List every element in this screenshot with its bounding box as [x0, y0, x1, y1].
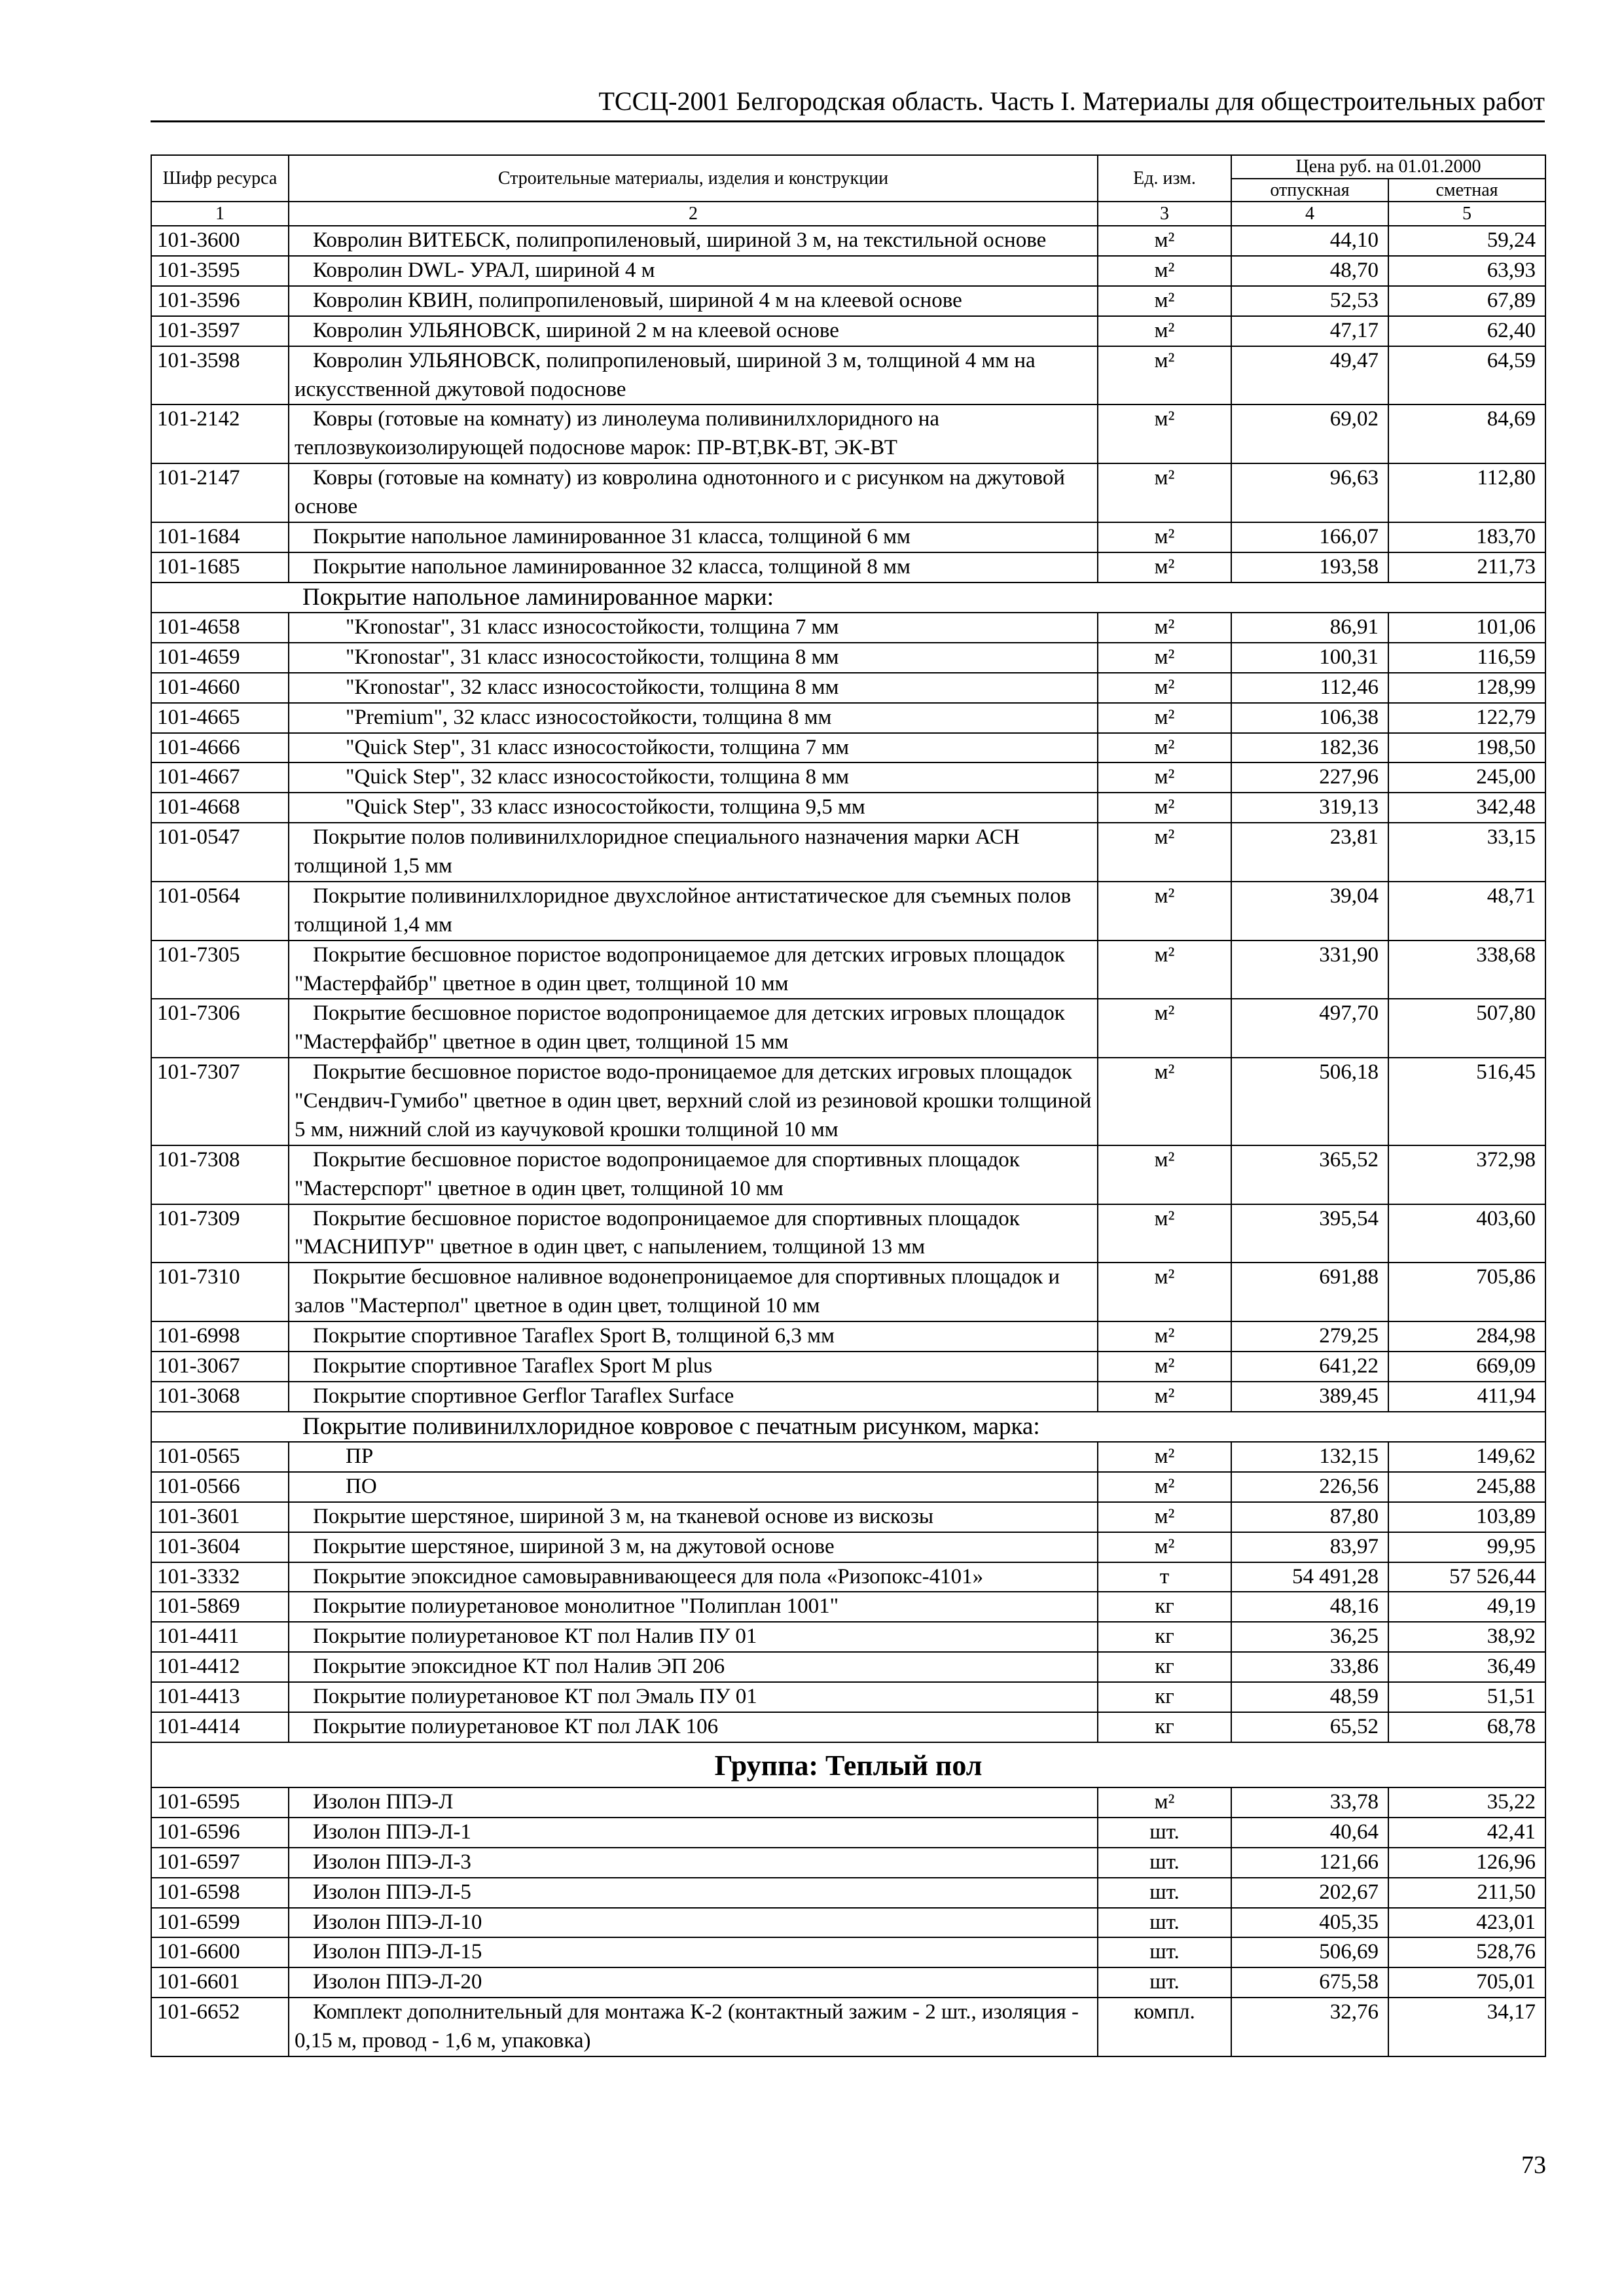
table-row: [151, 286, 1545, 316]
resource-code: 101-6597: [151, 1848, 289, 1878]
section-heading: Покрытие напольное ламинированное марки:: [151, 583, 1545, 613]
material-name: Комплект дополнительный для монтажа К-2 (контактный зажим - 2 шт., изоляция - 0,15 м, провод - 1,6 м, упаковка): [289, 1998, 1098, 2056]
resource-code: 101-4413: [151, 1682, 289, 1712]
release-price: 96,63: [1231, 463, 1388, 522]
estimate-price: 669,09: [1388, 1352, 1545, 1382]
table-row: [151, 1848, 1545, 1878]
estimate-price: 35,22: [1388, 1787, 1545, 1818]
resource-code: 101-3596: [151, 286, 289, 316]
unit-of-measure: м²: [1098, 882, 1231, 941]
release-price: 87,80: [1231, 1502, 1388, 1532]
release-price: 54 491,28: [1231, 1562, 1388, 1592]
release-price: 48,16: [1231, 1592, 1388, 1622]
estimate-price: 198,50: [1388, 733, 1545, 763]
unit-of-measure: м²: [1098, 463, 1231, 522]
material-name: Ковролин DWL- УРАЛ, шириной 4 м: [289, 256, 1098, 286]
table-row: [151, 941, 1545, 999]
col-header-release: отпускная: [1231, 179, 1388, 202]
table-row: [151, 882, 1545, 941]
material-name: Ковролин КВИН, полипропиленовый, шириной 4 м на клеевой основе: [289, 286, 1098, 316]
resource-code: 101-6596: [151, 1818, 289, 1848]
unit-of-measure: м²: [1098, 941, 1231, 999]
material-name: Покрытие спортивное Taraflex Sport B, толщиной 6,3 мм: [289, 1321, 1098, 1352]
resource-code: 101-3604: [151, 1532, 289, 1562]
table-row: [151, 463, 1545, 522]
release-price: 497,70: [1231, 999, 1388, 1058]
table-header-row: [151, 155, 1545, 179]
estimate-price: 34,17: [1388, 1998, 1545, 2056]
table-row: [151, 226, 1545, 256]
release-price: 121,66: [1231, 1848, 1388, 1878]
material-name: Покрытие полов поливинилхлоридное специального назначения марки АСН толщиной 1,5 мм: [289, 823, 1098, 882]
material-name: "Quick Step", 33 класс износостойкости, толщина 9,5 мм: [289, 793, 1098, 823]
col-number: 4: [1231, 202, 1388, 226]
release-price: 405,35: [1231, 1908, 1388, 1938]
page-number: 73: [1521, 2151, 1546, 2179]
unit-of-measure: м²: [1098, 823, 1231, 882]
release-price: 182,36: [1231, 733, 1388, 763]
resource-code: 101-6601: [151, 1967, 289, 1998]
release-price: 40,64: [1231, 1818, 1388, 1848]
resource-code: 101-3600: [151, 226, 289, 256]
unit-of-measure: кг: [1098, 1682, 1231, 1712]
running-header-title: ТССЦ-2001 Белгородская область. Часть I. Материалы для общестроительных работ: [598, 86, 1545, 116]
unit-of-measure: т: [1098, 1562, 1231, 1592]
table-row: [151, 316, 1545, 346]
col-header-code: Шифр ресурса: [151, 155, 289, 202]
material-name: Изолон ППЭ-Л: [289, 1787, 1098, 1818]
estimate-price: 183,70: [1388, 522, 1545, 552]
table-row: [151, 823, 1545, 882]
resource-code: 101-0564: [151, 882, 289, 941]
release-price: 52,53: [1231, 286, 1388, 316]
release-price: 395,54: [1231, 1204, 1388, 1263]
table-row: [151, 1352, 1545, 1382]
material-name: Покрытие шерстяное, шириной 3 м, на тканевой основе из вискозы: [289, 1502, 1098, 1532]
material-name: Покрытие бесшовное пористое водопроницаемое для спортивных площадок "Мастерспорт" цветное в один цвет, толщиной 10 мм: [289, 1145, 1098, 1204]
table-row: [151, 522, 1545, 552]
release-price: 49,47: [1231, 346, 1388, 405]
material-name: Покрытие бесшовное пористое водопроницаемое для спортивных площадок "МАСНИПУР" цветное в один цвет, с напылением, толщиной 13 мм: [289, 1204, 1098, 1263]
release-price: 279,25: [1231, 1321, 1388, 1352]
estimate-price: 211,73: [1388, 552, 1545, 583]
material-name: Ковролин УЛЬЯНОВСК, полипропиленовый, шириной 3 м, толщиной 4 мм на искусственной джутовой подоснове: [289, 346, 1098, 405]
unit-of-measure: компл.: [1098, 1998, 1231, 2056]
col-number: 2: [289, 202, 1098, 226]
table-row: [151, 1058, 1545, 1145]
table-row: [151, 703, 1545, 733]
material-name: Покрытие бесшовное пористое водопроницаемое для детских игровых площадок "Мастерфайбр" цветное в один цвет, толщиной 10 мм: [289, 941, 1098, 999]
table-row: [151, 1382, 1545, 1412]
table-row: [151, 1682, 1545, 1712]
estimate-price: 284,98: [1388, 1321, 1545, 1352]
estimate-price: 245,88: [1388, 1472, 1545, 1502]
estimate-price: 59,24: [1388, 226, 1545, 256]
estimate-price: 372,98: [1388, 1145, 1545, 1204]
unit-of-measure: м²: [1098, 404, 1231, 463]
estimate-price: 67,89: [1388, 286, 1545, 316]
unit-of-measure: м²: [1098, 613, 1231, 643]
material-name: ПР: [289, 1442, 1098, 1472]
estimate-price: 36,49: [1388, 1652, 1545, 1682]
material-name: Изолон ППЭ-Л-10: [289, 1908, 1098, 1938]
resource-code: 101-3332: [151, 1562, 289, 1592]
table-row: [151, 1204, 1545, 1263]
resource-code: 101-6598: [151, 1878, 289, 1908]
section-heading-row: [151, 1412, 1545, 1442]
estimate-price: 126,96: [1388, 1848, 1545, 1878]
unit-of-measure: м²: [1098, 286, 1231, 316]
estimate-price: 403,60: [1388, 1204, 1545, 1263]
unit-of-measure: шт.: [1098, 1848, 1231, 1878]
estimate-price: 516,45: [1388, 1058, 1545, 1145]
resource-code: 101-7305: [151, 941, 289, 999]
material-name: "Kronostar", 31 класс износостойкости, толщина 8 мм: [289, 643, 1098, 673]
estimate-price: 342,48: [1388, 793, 1545, 823]
material-name: "Quick Step", 31 класс износостойкости, толщина 7 мм: [289, 733, 1098, 763]
unit-of-measure: м²: [1098, 1321, 1231, 1352]
resource-code: 101-1684: [151, 522, 289, 552]
table-row: [151, 1908, 1545, 1938]
estimate-price: 528,76: [1388, 1937, 1545, 1967]
release-price: 23,81: [1231, 823, 1388, 882]
estimate-price: 101,06: [1388, 613, 1545, 643]
resource-code: 101-4659: [151, 643, 289, 673]
release-price: 675,58: [1231, 1967, 1388, 1998]
section-heading: Покрытие поливинилхлоридное ковровое с печатным рисунком, марка:: [151, 1412, 1545, 1442]
release-price: 48,70: [1231, 256, 1388, 286]
estimate-price: 705,86: [1388, 1263, 1545, 1321]
resource-code: 101-0565: [151, 1442, 289, 1472]
resource-code: 101-6600: [151, 1937, 289, 1967]
resource-code: 101-4411: [151, 1622, 289, 1652]
unit-of-measure: шт.: [1098, 1937, 1231, 1967]
resource-code: 101-4667: [151, 762, 289, 793]
table-row: [151, 1622, 1545, 1652]
estimate-price: 33,15: [1388, 823, 1545, 882]
material-name: Покрытие напольное ламинированное 31 класса, толщиной 6 мм: [289, 522, 1098, 552]
material-name: Ковры (готовые на комнату) из линолеума поливинилхлоридного на теплозвукоизолирующей подоснове марок: ПР-ВТ,ВК-ВТ, ЭК-ВТ: [289, 404, 1098, 463]
price-table: [151, 154, 1546, 2057]
release-price: 33,78: [1231, 1787, 1388, 1818]
material-name: ПО: [289, 1472, 1098, 1502]
unit-of-measure: кг: [1098, 1592, 1231, 1622]
estimate-price: 423,01: [1388, 1908, 1545, 1938]
estimate-price: 42,41: [1388, 1818, 1545, 1848]
unit-of-measure: м²: [1098, 733, 1231, 763]
release-price: 48,59: [1231, 1682, 1388, 1712]
table-row: [151, 1878, 1545, 1908]
unit-of-measure: м²: [1098, 999, 1231, 1058]
estimate-price: 84,69: [1388, 404, 1545, 463]
resource-code: 101-3068: [151, 1382, 289, 1412]
release-price: 69,02: [1231, 404, 1388, 463]
unit-of-measure: м²: [1098, 1442, 1231, 1472]
group-heading-row: [151, 1742, 1545, 1787]
estimate-price: 103,89: [1388, 1502, 1545, 1532]
estimate-price: 49,19: [1388, 1592, 1545, 1622]
table-row: [151, 762, 1545, 793]
material-name: Покрытие поливинилхлоридное двухслойное антистатическое для съемных полов толщиной 1,4 мм: [289, 882, 1098, 941]
estimate-price: 99,95: [1388, 1532, 1545, 1562]
running-header: [151, 84, 1545, 122]
table-row: [151, 1998, 1545, 2056]
resource-code: 101-7306: [151, 999, 289, 1058]
material-name: Покрытие шерстяное, шириной 3 м, на джутовой основе: [289, 1532, 1098, 1562]
table-row: [151, 1472, 1545, 1502]
unit-of-measure: м²: [1098, 673, 1231, 703]
table-row: [151, 1502, 1545, 1532]
unit-of-measure: м²: [1098, 1532, 1231, 1562]
release-price: 83,97: [1231, 1532, 1388, 1562]
release-price: 641,22: [1231, 1352, 1388, 1382]
estimate-price: 149,62: [1388, 1442, 1545, 1472]
col-header-price-group: Цена руб. на 01.01.2000: [1231, 155, 1545, 179]
material-name: Ковры (готовые на комнату) из ковролина однотонного и с рисунком на джутовой основе: [289, 463, 1098, 522]
release-price: 691,88: [1231, 1263, 1388, 1321]
material-name: Ковролин УЛЬЯНОВСК, шириной 2 м на клеевой основе: [289, 316, 1098, 346]
resource-code: 101-7307: [151, 1058, 289, 1145]
resource-code: 101-5869: [151, 1592, 289, 1622]
table-row: [151, 1562, 1545, 1592]
estimate-price: 705,01: [1388, 1967, 1545, 1998]
table-row: [151, 1263, 1545, 1321]
estimate-price: 112,80: [1388, 463, 1545, 522]
unit-of-measure: м²: [1098, 522, 1231, 552]
release-price: 319,13: [1231, 793, 1388, 823]
release-price: 193,58: [1231, 552, 1388, 583]
material-name: Покрытие бесшовное пористое водопроницаемое для детских игровых площадок "Мастерфайбр" цветное в один цвет, толщиной 15 мм: [289, 999, 1098, 1058]
release-price: 47,17: [1231, 316, 1388, 346]
table-row: [151, 1967, 1545, 1998]
table-row: [151, 1321, 1545, 1352]
unit-of-measure: шт.: [1098, 1908, 1231, 1938]
release-price: 44,10: [1231, 226, 1388, 256]
group-heading: Группа: Теплый пол: [151, 1742, 1545, 1787]
table-row: [151, 1442, 1545, 1472]
resource-code: 101-6599: [151, 1908, 289, 1938]
release-price: 132,15: [1231, 1442, 1388, 1472]
release-price: 100,31: [1231, 643, 1388, 673]
table-row: [151, 1532, 1545, 1562]
material-name: Покрытие спортивное Gerflor Taraflex Surface: [289, 1382, 1098, 1412]
unit-of-measure: кг: [1098, 1652, 1231, 1682]
table-row: [151, 673, 1545, 703]
resource-code: 101-7308: [151, 1145, 289, 1204]
unit-of-measure: м²: [1098, 793, 1231, 823]
material-name: Изолон ППЭ-Л-1: [289, 1818, 1098, 1848]
resource-code: 101-7309: [151, 1204, 289, 1263]
estimate-price: 68,78: [1388, 1712, 1545, 1742]
release-price: 65,52: [1231, 1712, 1388, 1742]
estimate-price: 411,94: [1388, 1382, 1545, 1412]
col-number: 5: [1388, 202, 1545, 226]
material-name: Покрытие эпоксидное КТ пол Налив ЭП 206: [289, 1652, 1098, 1682]
unit-of-measure: кг: [1098, 1622, 1231, 1652]
release-price: 166,07: [1231, 522, 1388, 552]
resource-code: 101-1685: [151, 552, 289, 583]
unit-of-measure: м²: [1098, 643, 1231, 673]
column-number-row: [151, 202, 1545, 226]
table-row: [151, 793, 1545, 823]
estimate-price: 38,92: [1388, 1622, 1545, 1652]
unit-of-measure: м²: [1098, 1204, 1231, 1263]
estimate-price: 507,80: [1388, 999, 1545, 1058]
estimate-price: 64,59: [1388, 346, 1545, 405]
material-name: Покрытие полиуретановое КТ пол Налив ПУ 01: [289, 1622, 1098, 1652]
resource-code: 101-0566: [151, 1472, 289, 1502]
resource-code: 101-3595: [151, 256, 289, 286]
resource-code: 101-4668: [151, 793, 289, 823]
estimate-price: 57 526,44: [1388, 1562, 1545, 1592]
unit-of-measure: м²: [1098, 226, 1231, 256]
table-row: [151, 999, 1545, 1058]
release-price: 32,76: [1231, 1998, 1388, 2056]
unit-of-measure: м²: [1098, 256, 1231, 286]
material-name: Покрытие эпоксидное самовыравнивающееся для пола «Ризопокс-4101»: [289, 1562, 1098, 1592]
release-price: 365,52: [1231, 1145, 1388, 1204]
material-name: Покрытие полиуретановое КТ пол Эмаль ПУ 01: [289, 1682, 1098, 1712]
table-row: [151, 613, 1545, 643]
material-name: "Quick Step", 32 класс износостойкости, толщина 8 мм: [289, 762, 1098, 793]
release-price: 39,04: [1231, 882, 1388, 941]
resource-code: 101-3067: [151, 1352, 289, 1382]
unit-of-measure: шт.: [1098, 1818, 1231, 1848]
resource-code: 101-2147: [151, 463, 289, 522]
estimate-price: 62,40: [1388, 316, 1545, 346]
col-number: 3: [1098, 202, 1231, 226]
estimate-price: 51,51: [1388, 1682, 1545, 1712]
table-row: [151, 1652, 1545, 1682]
table-row: [151, 256, 1545, 286]
material-name: Покрытие полиуретановое монолитное "Полиплан 1001": [289, 1592, 1098, 1622]
release-price: 36,25: [1231, 1622, 1388, 1652]
material-name: "Premium", 32 класс износостойкости, толщина 8 мм: [289, 703, 1098, 733]
table-row: [151, 1818, 1545, 1848]
table-body: [151, 226, 1545, 2056]
material-name: Покрытие бесшовное наливное водонепроницаемое для спортивных площадок и залов "Мастерпол" цветное в один цвет, толщиной 10 мм: [289, 1263, 1098, 1321]
table-row: [151, 1937, 1545, 1967]
resource-code: 101-4658: [151, 613, 289, 643]
estimate-price: 48,71: [1388, 882, 1545, 941]
table-row: [151, 643, 1545, 673]
resource-code: 101-4666: [151, 733, 289, 763]
unit-of-measure: м²: [1098, 1352, 1231, 1382]
resource-code: 101-6652: [151, 1998, 289, 2056]
unit-of-measure: м²: [1098, 1058, 1231, 1145]
col-header-estimate: сметная: [1388, 179, 1545, 202]
material-name: Покрытие спортивное Taraflex Sport M plus: [289, 1352, 1098, 1382]
col-header-name: Строительные материалы, изделия и конструкции: [289, 155, 1098, 202]
unit-of-measure: шт.: [1098, 1878, 1231, 1908]
estimate-price: 128,99: [1388, 673, 1545, 703]
material-name: Изолон ППЭ-Л-5: [289, 1878, 1098, 1908]
estimate-price: 122,79: [1388, 703, 1545, 733]
resource-code: 101-6595: [151, 1787, 289, 1818]
material-name: Ковролин ВИТЕБСК, полипропиленовый, шириной 3 м, на текстильной основе: [289, 226, 1098, 256]
resource-code: 101-4412: [151, 1652, 289, 1682]
material-name: Изолон ППЭ-Л-15: [289, 1937, 1098, 1967]
table-row: [151, 346, 1545, 405]
unit-of-measure: м²: [1098, 1263, 1231, 1321]
table-row: [151, 1592, 1545, 1622]
unit-of-measure: м²: [1098, 316, 1231, 346]
resource-code: 101-3597: [151, 316, 289, 346]
unit-of-measure: м²: [1098, 346, 1231, 405]
resource-code: 101-0547: [151, 823, 289, 882]
table-row: [151, 1787, 1545, 1818]
material-name: "Kronostar", 31 класс износостойкости, толщина 7 мм: [289, 613, 1098, 643]
material-name: Изолон ППЭ-Л-3: [289, 1848, 1098, 1878]
estimate-price: 245,00: [1388, 762, 1545, 793]
release-price: 331,90: [1231, 941, 1388, 999]
section-heading-row: [151, 583, 1545, 613]
table-row: [151, 1145, 1545, 1204]
unit-of-measure: м²: [1098, 703, 1231, 733]
resource-code: 101-3598: [151, 346, 289, 405]
unit-of-measure: м²: [1098, 1502, 1231, 1532]
resource-code: 101-3601: [151, 1502, 289, 1532]
material-name: "Kronostar", 32 класс износостойкости, толщина 8 мм: [289, 673, 1098, 703]
unit-of-measure: м²: [1098, 1472, 1231, 1502]
resource-code: 101-2142: [151, 404, 289, 463]
unit-of-measure: м²: [1098, 762, 1231, 793]
release-price: 106,38: [1231, 703, 1388, 733]
resource-code: 101-4414: [151, 1712, 289, 1742]
table-row: [151, 552, 1545, 583]
release-price: 389,45: [1231, 1382, 1388, 1412]
unit-of-measure: м²: [1098, 1787, 1231, 1818]
material-name: Покрытие напольное ламинированное 32 класса, толщиной 8 мм: [289, 552, 1098, 583]
estimate-price: 211,50: [1388, 1878, 1545, 1908]
resource-code: 101-4665: [151, 703, 289, 733]
unit-of-measure: кг: [1098, 1712, 1231, 1742]
material-name: Покрытие полиуретановое КТ пол ЛАК 106: [289, 1712, 1098, 1742]
col-number: 1: [151, 202, 289, 226]
release-price: 202,67: [1231, 1878, 1388, 1908]
estimate-price: 116,59: [1388, 643, 1545, 673]
release-price: 506,69: [1231, 1937, 1388, 1967]
material-name: Изолон ППЭ-Л-20: [289, 1967, 1098, 1998]
material-name: Покрытие бесшовное пористое водо-проницаемое для детских игровых площадок "Сендвич-Гумибо" цветное в один цвет, верхний слой из резиновой крошки толщиной 5 мм, нижний слой из каучуковой крошки толщиной 10 мм: [289, 1058, 1098, 1145]
estimate-price: 338,68: [1388, 941, 1545, 999]
release-price: 112,46: [1231, 673, 1388, 703]
release-price: 86,91: [1231, 613, 1388, 643]
unit-of-measure: м²: [1098, 1382, 1231, 1412]
table-row: [151, 733, 1545, 763]
resource-code: 101-6998: [151, 1321, 289, 1352]
table-row: [151, 404, 1545, 463]
resource-code: 101-4660: [151, 673, 289, 703]
release-price: 33,86: [1231, 1652, 1388, 1682]
resource-code: 101-7310: [151, 1263, 289, 1321]
unit-of-measure: м²: [1098, 552, 1231, 583]
unit-of-measure: шт.: [1098, 1967, 1231, 1998]
release-price: 506,18: [1231, 1058, 1388, 1145]
estimate-price: 63,93: [1388, 256, 1545, 286]
table-row: [151, 1712, 1545, 1742]
col-header-unit: Ед. изм.: [1098, 155, 1231, 202]
unit-of-measure: м²: [1098, 1145, 1231, 1204]
release-price: 226,56: [1231, 1472, 1388, 1502]
release-price: 227,96: [1231, 762, 1388, 793]
